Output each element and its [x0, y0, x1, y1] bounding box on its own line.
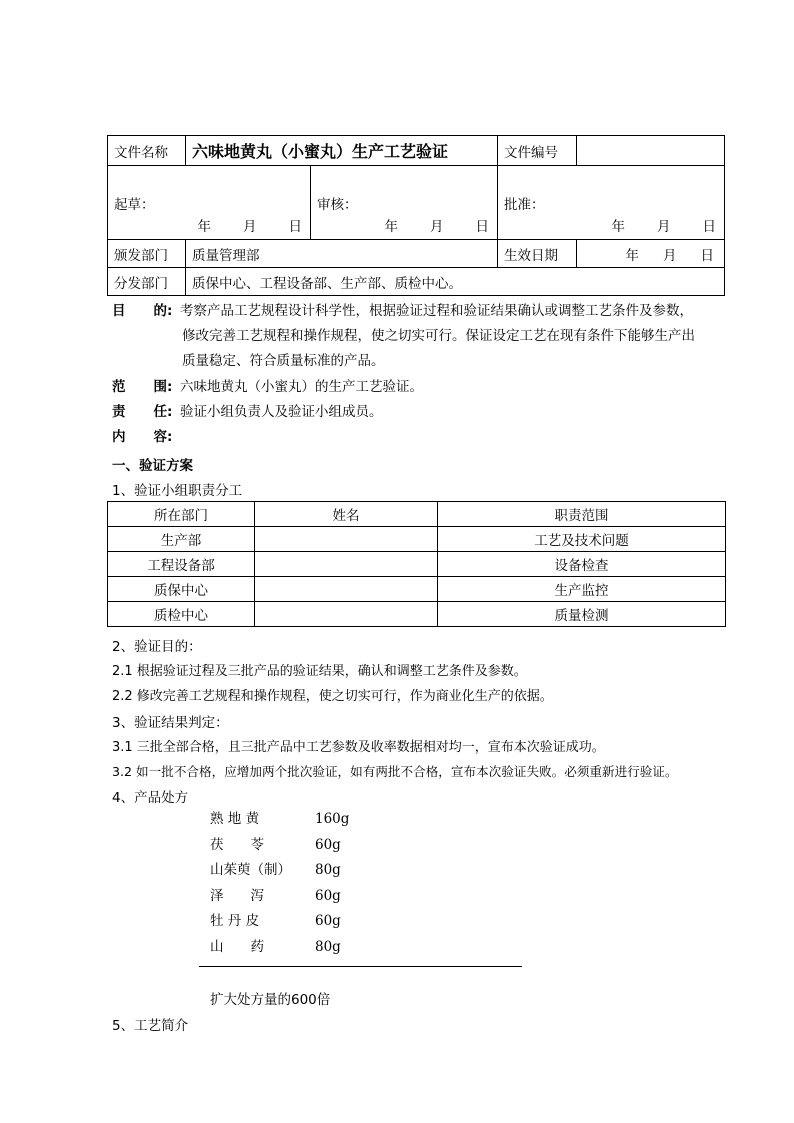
content-section	[112, 425, 732, 450]
draft-label: 起草：	[114, 196, 155, 213]
cell-name	[255, 527, 438, 552]
review-date: 年 月 日	[384, 219, 489, 235]
scope-section	[112, 375, 732, 400]
herb-qty: 60g	[315, 887, 341, 904]
judgement-title: 3、验证结果判定：	[112, 715, 229, 731]
process-title: 5、工艺简介	[112, 1018, 189, 1034]
effective-date-value: 年 月 日	[577, 240, 725, 268]
doc-no-label: 文件编号	[498, 136, 577, 166]
herb-qty: 60g	[315, 913, 341, 929]
herb-name: 泽 泻	[210, 887, 264, 904]
list-item	[210, 884, 349, 910]
cell-name	[255, 577, 438, 602]
formula-list	[210, 807, 349, 960]
herb-qty: 160g	[315, 811, 350, 827]
responsibility-section	[112, 400, 732, 425]
purpose2-title: 2、验证目的：	[112, 639, 202, 655]
herb-name: 茯 苓	[210, 836, 264, 853]
table-row	[108, 577, 726, 602]
herb-qty: 80g	[315, 938, 341, 955]
roles-header-row	[108, 502, 726, 527]
judgement-item1: 3.1 三批全部合格，且三批产品中工艺参数及收率数据相对均一，宣布本次验证成功。	[112, 740, 605, 755]
issue-dept-label: 颁发部门	[108, 240, 186, 268]
judgement-item2: 3.2 如一批不合格，应增加两个批次验证，如有两批不合格，宣布本次验证失败。必须重新进行验证。	[112, 764, 678, 779]
doc-name-label: 文件名称	[108, 136, 186, 166]
section1-title: 一、验证方案	[112, 458, 193, 474]
purpose-section	[112, 299, 732, 374]
purpose2-item1: 2.1 根据验证过程及三批产品的验证结果，确认和调整工艺条件及参数。	[112, 664, 527, 679]
purpose-line3: 质量稳定、符合质量标准的产品。	[182, 353, 385, 369]
herb-name: 山 药	[210, 938, 264, 955]
purpose-line2: 修改完善工艺规程和操作规程，使之切实可行。保证设定工艺在现有条件下能够生产出	[182, 328, 695, 344]
table-row	[108, 602, 726, 627]
purpose-line1: 考察产品工艺规程设计科学性，根据验证过程和验证结果确认或调整工艺条件及参数，	[180, 303, 693, 319]
formula-divider	[199, 966, 522, 967]
list-item	[210, 833, 349, 859]
cell-duty: 质量检测	[438, 602, 726, 627]
review-cell	[311, 166, 498, 240]
cell-name	[255, 602, 438, 627]
col-header-dept: 所在部门	[108, 502, 255, 527]
purpose2-item2: 2.2 修改完善工艺规程和操作规程，使之切实可行，作为商业化生产的依据。	[112, 689, 553, 704]
approve-label: 批准：	[504, 196, 545, 213]
list-item	[210, 935, 349, 961]
cell-dept: 生产部	[108, 527, 255, 552]
content-label: 内 容:	[112, 429, 173, 445]
list-item	[210, 858, 349, 884]
cell-dept: 质保中心	[108, 577, 255, 602]
draft-date: 年 月 日	[197, 219, 302, 235]
cell-duty: 生产监控	[438, 577, 726, 602]
cell-dept: 质检中心	[108, 602, 255, 627]
herb-qty: 80g	[315, 862, 341, 878]
effective-date-label: 生效日期	[498, 240, 577, 268]
roles-table	[107, 501, 726, 627]
herb-name: 山茱萸（制）	[210, 862, 291, 878]
herb-qty: 60g	[315, 836, 341, 853]
approve-date: 年 月 日	[611, 219, 716, 235]
dist-dept-label: 分发部门	[108, 268, 186, 296]
col-header-duty: 职责范围	[438, 502, 726, 527]
table-row	[108, 527, 726, 552]
table-row	[108, 552, 726, 577]
scope-text: 六味地黄丸（小蜜丸）的生产工艺验证。	[180, 379, 423, 395]
cell-name	[255, 552, 438, 577]
document-header-table	[107, 135, 725, 296]
document-title: 六味地黄丸（小蜜丸）生产工艺验证	[186, 136, 498, 166]
review-label: 审核：	[317, 196, 358, 213]
list-item	[210, 807, 349, 833]
cell-duty: 设备检查	[438, 552, 726, 577]
formula-title: 4、产品处方	[112, 790, 189, 806]
dist-dept-value: 质保中心、工程设备部、生产部、质检中心。	[186, 268, 725, 296]
doc-no-value	[577, 136, 725, 166]
col-header-name: 姓名	[255, 502, 438, 527]
approve-cell	[498, 166, 725, 240]
draft-cell	[108, 166, 311, 240]
responsibility-label: 责 任:	[112, 404, 173, 420]
cell-dept: 工程设备部	[108, 552, 255, 577]
formula-scale-note: 扩大处方量的600倍	[210, 992, 331, 1008]
list-item	[210, 909, 349, 935]
issue-dept-value: 质量管理部	[186, 240, 498, 268]
roles-title: 1、验证小组职责分工	[112, 483, 243, 499]
purpose-label: 目 的:	[112, 303, 173, 319]
scope-label: 范 围:	[112, 379, 173, 395]
herb-name: 牡 丹 皮	[210, 913, 260, 929]
cell-duty: 工艺及技术问题	[438, 527, 726, 552]
herb-name: 熟 地 黄	[210, 811, 260, 827]
responsibility-text: 验证小组负责人及验证小组成员。	[180, 404, 383, 420]
